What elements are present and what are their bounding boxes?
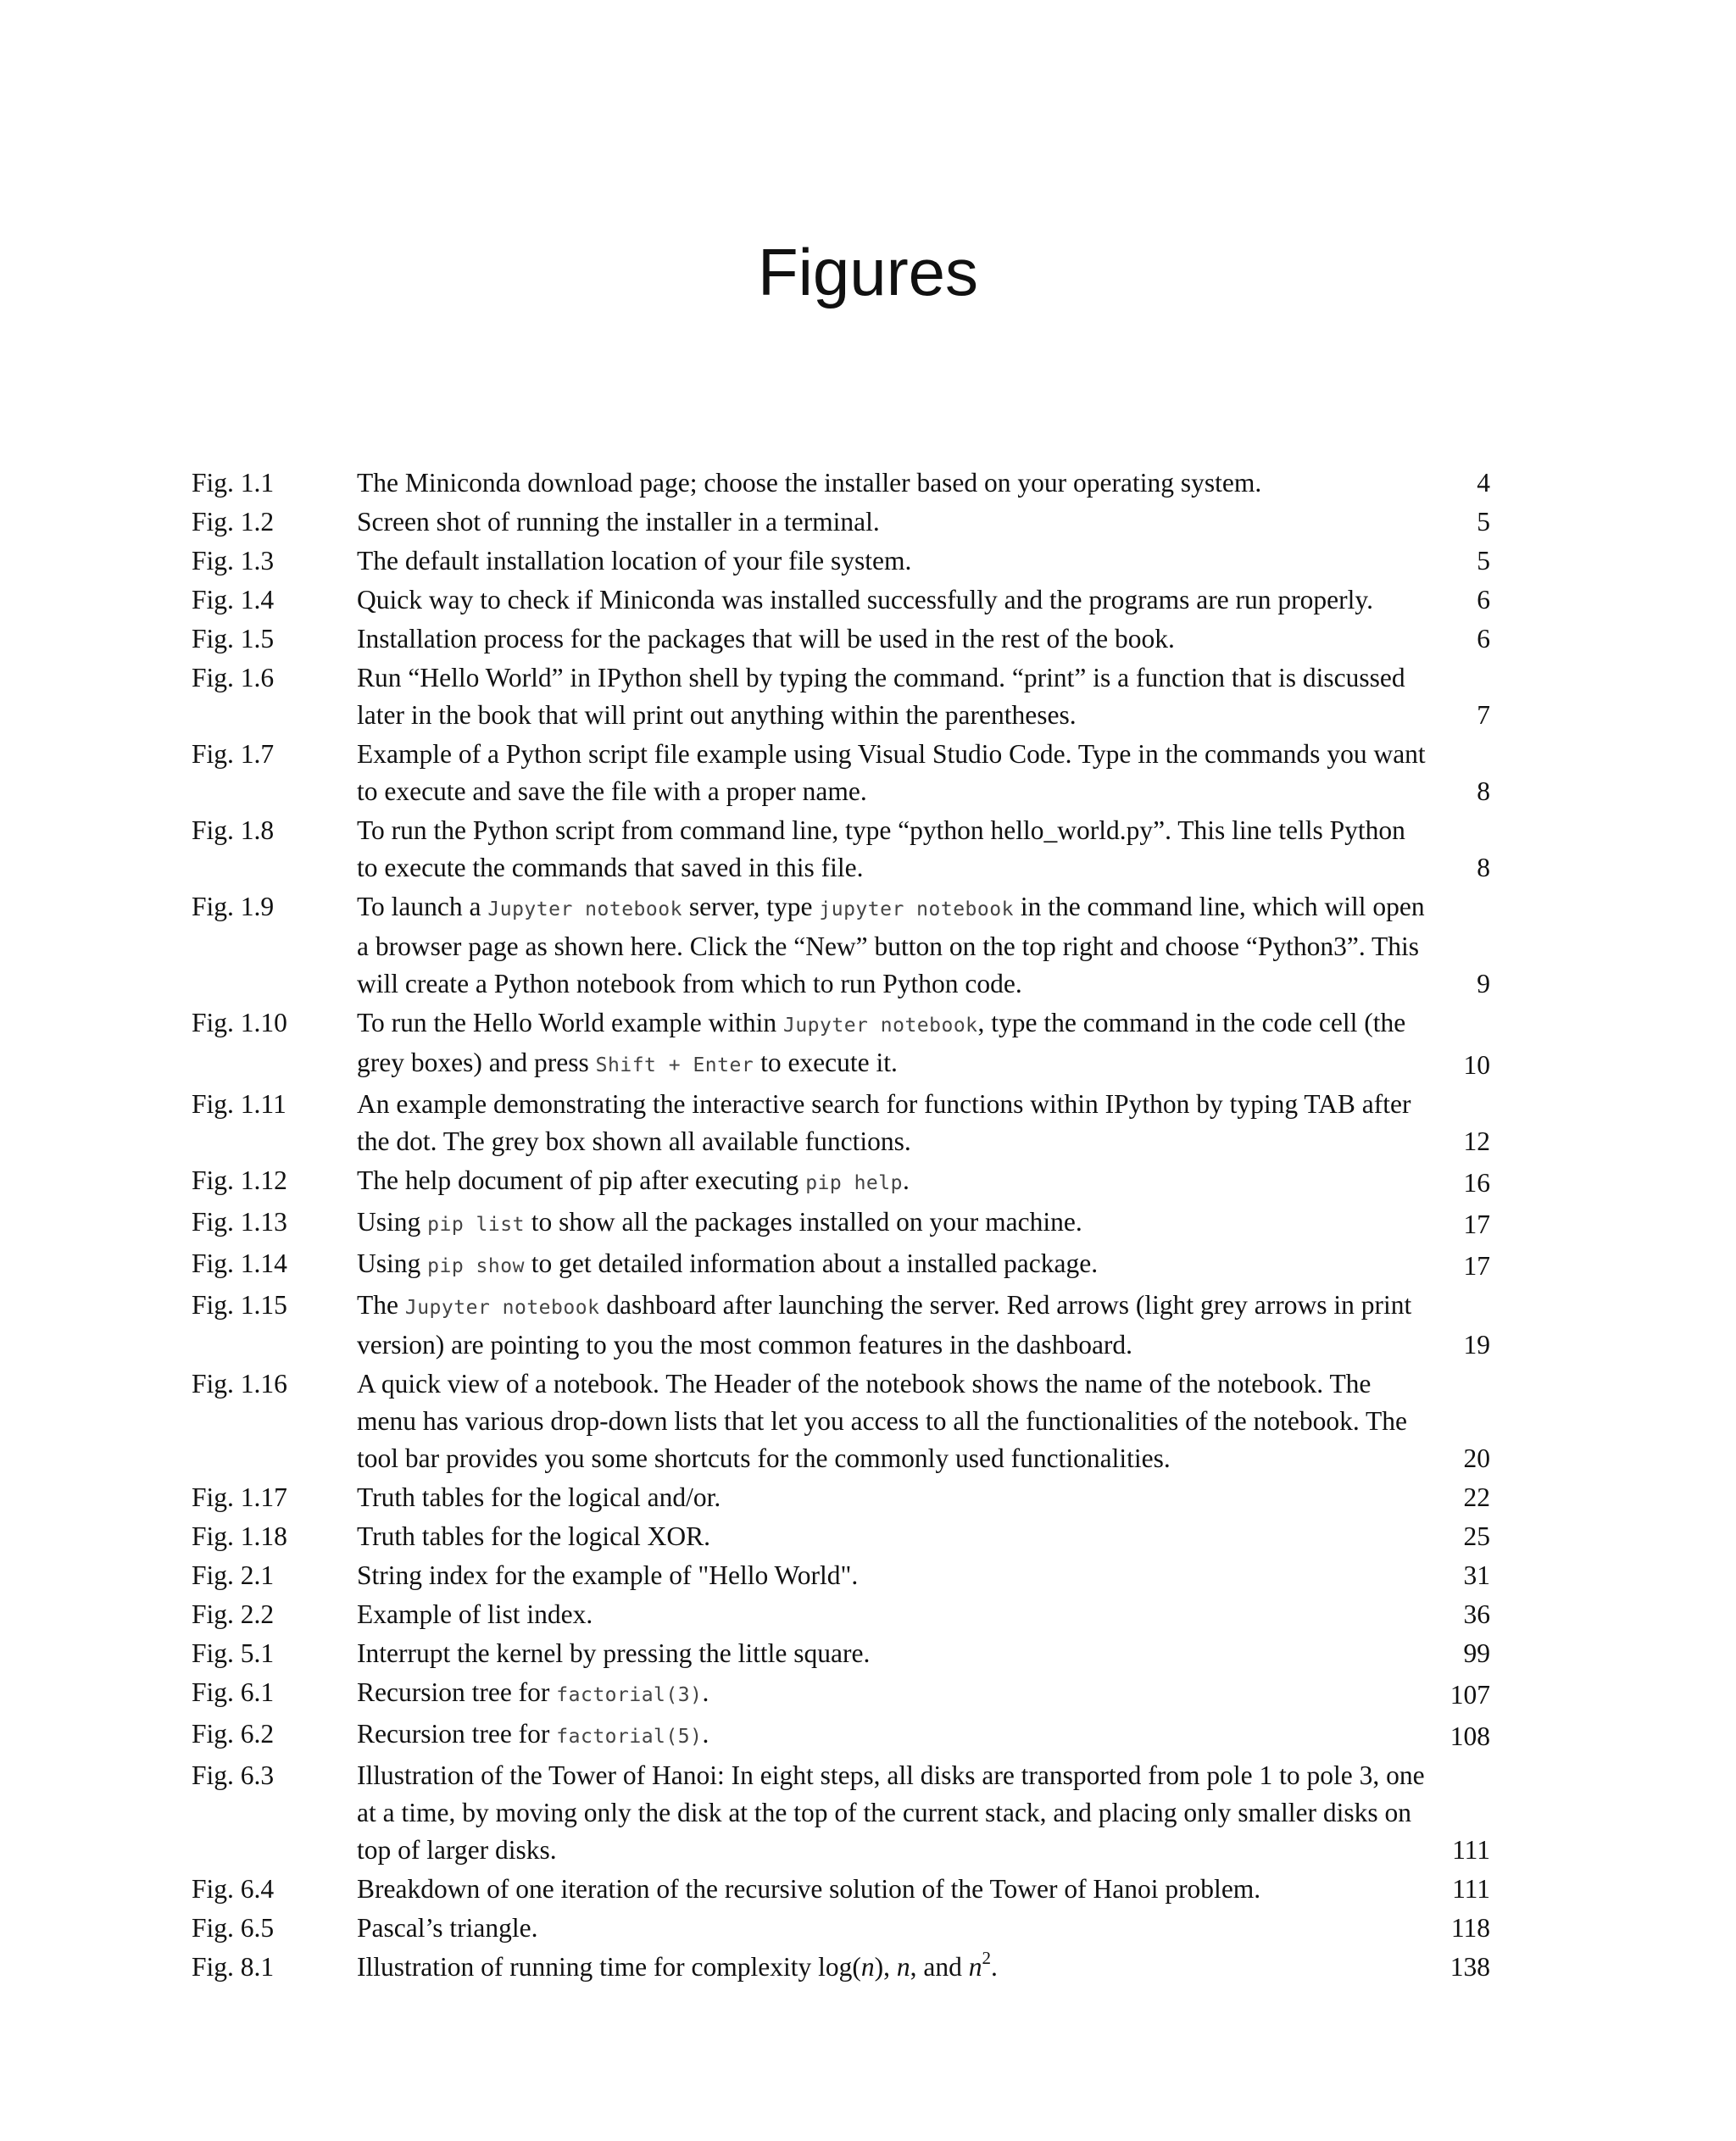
figure-number: Fig. 1.3 (192, 546, 275, 576)
figure-entry (0, 812, 1736, 888)
figure-entry (0, 1757, 1736, 1871)
figure-entry (0, 503, 1736, 542)
caption-text: Breakdown of one iteration of the recursive solution of the Tower of Hanoi problem. (357, 1874, 1261, 1904)
figure-number: Fig. 1.9 (192, 892, 275, 921)
figure-number: Fig. 1.15 (192, 1290, 287, 1320)
figure-caption (357, 888, 1432, 1003)
caption-text: ), (874, 1952, 897, 1982)
figure-number: Fig. 2.1 (192, 1560, 275, 1590)
figure-page-number: 9 (1477, 969, 1490, 998)
caption-text: The help document of pip after executing (357, 1165, 806, 1195)
figure-number: Fig. 6.3 (192, 1760, 275, 1790)
figure-caption (357, 1162, 1432, 1202)
caption-text: . (702, 1677, 709, 1707)
figure-caption (357, 1204, 1432, 1243)
figure-page-number: 108 (1449, 1721, 1490, 1751)
caption-text: Truth tables for the logical XOR. (357, 1521, 711, 1551)
figure-number: Fig. 2.2 (192, 1599, 275, 1629)
figure-caption (357, 464, 1432, 502)
caption-text: The (357, 1290, 405, 1320)
caption-text: The Miniconda download page; choose the installer based on your operating system. (357, 468, 1262, 498)
figure-caption (357, 1086, 1432, 1160)
figure-entry (0, 1557, 1736, 1596)
figure-number: Fig. 5.1 (192, 1638, 275, 1668)
figure-caption (357, 1004, 1432, 1084)
figure-number: Fig. 1.8 (192, 815, 275, 845)
figure-entry (0, 1086, 1736, 1162)
figure-entry (0, 581, 1736, 620)
figure-caption (357, 1479, 1432, 1516)
caption-text: Screen shot of running the installer in a terminal. (357, 507, 880, 537)
caption-text: Example of a Python script file example using Visual Studio Code. Type in the commands you want to execute and save the file with a proper name. (357, 739, 1426, 806)
figure-caption (357, 1365, 1432, 1477)
figure-number: Fig. 1.4 (192, 585, 275, 614)
figure-page-number: 17 (1463, 1210, 1490, 1239)
figure-entry (0, 464, 1736, 503)
figure-caption (357, 1674, 1432, 1714)
list-of-figures (0, 464, 1736, 1988)
page-title: Figures (757, 235, 979, 309)
figure-page-number: 5 (1477, 546, 1490, 576)
caption-text: , type the command in the code cell (the grey boxes) and press (357, 1008, 1406, 1077)
figure-entry (0, 659, 1736, 736)
figure-page-number: 36 (1463, 1599, 1490, 1629)
caption-text: An example demonstrating the interactive search for functions within IPython by typing TAB after the dot. The grey box shown all available functions. (357, 1089, 1411, 1156)
figure-page-number: 6 (1477, 585, 1490, 614)
figure-caption (357, 1245, 1432, 1285)
figure-page-number: 10 (1463, 1050, 1490, 1080)
figure-number: Fig. 6.5 (192, 1913, 275, 1943)
figure-caption (357, 503, 1432, 541)
figure-page-number: 4 (1477, 468, 1490, 498)
figure-page-number: 99 (1463, 1638, 1490, 1668)
figure-caption (357, 1518, 1432, 1555)
caption-text: to execute it. (754, 1048, 898, 1077)
caption-text: Illustration of running time for complexity log( (357, 1952, 861, 1982)
caption-text: server, type (682, 892, 820, 921)
caption-text: Installation process for the packages that will be used in the rest of the book. (357, 624, 1175, 653)
caption-text: Run “Hello World” in IPython shell by typing the command. “print” is a function that is discussed later in the book that will print out anything within the parentheses. (357, 663, 1405, 730)
figure-page-number: 19 (1463, 1330, 1490, 1360)
caption-text: dashboard after launching the server. Red arrows (light grey arrows in print version) are pointing to you the most common features in the dashboard. (357, 1290, 1412, 1360)
figure-page-number: 7 (1477, 700, 1490, 730)
figure-page-number: 31 (1463, 1560, 1490, 1590)
caption-text: n (968, 1952, 982, 1982)
figure-entry (0, 1596, 1736, 1635)
inline-code: Jupyter notebook (782, 1015, 978, 1037)
figure-entry (0, 1716, 1736, 1757)
figure-number: Fig. 1.12 (192, 1165, 287, 1195)
figure-page-number: 111 (1452, 1835, 1490, 1865)
figure-caption (357, 1596, 1432, 1633)
figure-number: Fig. 1.13 (192, 1207, 287, 1237)
figure-page-number: 111 (1452, 1874, 1490, 1904)
figure-number: Fig. 1.14 (192, 1248, 287, 1278)
figure-page-number: 16 (1463, 1168, 1490, 1198)
caption-text: . (991, 1952, 998, 1982)
figure-page-number: 6 (1477, 624, 1490, 653)
caption-text: Example of list index. (357, 1599, 593, 1629)
figure-entry (0, 1518, 1736, 1557)
figure-number: Fig. 8.1 (192, 1952, 275, 1982)
figure-caption (357, 1287, 1432, 1364)
figure-entry (0, 1162, 1736, 1204)
figure-caption (357, 581, 1432, 619)
figure-caption (357, 1757, 1432, 1869)
inline-code: factorial(5) (556, 1726, 703, 1748)
figure-number: Fig. 6.1 (192, 1677, 275, 1707)
figure-entry (0, 542, 1736, 581)
figure-entry (0, 736, 1736, 812)
caption-text: . (902, 1165, 910, 1195)
caption-text: A quick view of a notebook. The Header of the notebook shows the name of the notebook. The menu has various drop-down lists that let you access to all the functionalities of the notebook. The tool bar provides you some shortcuts for the commonly used functionalities. (357, 1369, 1408, 1473)
figure-page-number: 20 (1463, 1443, 1490, 1473)
figure-caption (357, 659, 1432, 734)
caption-text: The default installation location of your file system. (357, 546, 912, 576)
figure-number: Fig. 1.5 (192, 624, 275, 653)
figure-caption (357, 1949, 1432, 1986)
figure-page-number: 107 (1449, 1680, 1490, 1710)
figure-entry (0, 1204, 1736, 1245)
caption-text: 2 (982, 1948, 991, 1968)
inline-code: pip list (427, 1214, 525, 1236)
figure-caption (357, 736, 1432, 810)
caption-text: . (702, 1719, 709, 1749)
caption-text: to show all the packages installed on your machine. (524, 1207, 1082, 1237)
figure-entry (0, 1287, 1736, 1365)
inline-code: pip help (805, 1172, 903, 1194)
figure-caption (357, 542, 1432, 580)
inline-code: pip show (427, 1255, 525, 1277)
figure-entry (0, 620, 1736, 659)
figure-number: Fig. 1.17 (192, 1482, 287, 1512)
figure-caption (357, 1635, 1432, 1672)
caption-text: Recursion tree for (357, 1677, 557, 1707)
figure-number: Fig. 1.2 (192, 507, 275, 537)
figure-page-number: 5 (1477, 507, 1490, 537)
figure-entry (0, 1949, 1736, 1988)
caption-text: Truth tables for the logical and/or. (357, 1482, 721, 1512)
figure-caption (357, 1910, 1432, 1947)
figure-page-number: 12 (1463, 1126, 1490, 1156)
caption-text: Using (357, 1207, 428, 1237)
inline-code: Jupyter notebook (487, 898, 682, 920)
inline-code: jupyter notebook (819, 898, 1014, 920)
figure-number: Fig. 1.16 (192, 1369, 287, 1399)
caption-text: To run the Python script from command line, type “python hello_world.py”. This line tells Python to execute the commands that saved in this file. (357, 815, 1405, 882)
figure-page-number: 22 (1463, 1482, 1490, 1512)
caption-text: To run the Hello World example within (357, 1008, 783, 1037)
figure-number: Fig. 1.10 (192, 1008, 287, 1037)
figure-page-number: 8 (1477, 853, 1490, 882)
figure-number: Fig. 1.18 (192, 1521, 287, 1551)
caption-text: n (860, 1952, 875, 1982)
figure-entry (0, 1479, 1736, 1518)
caption-text: Interrupt the kernel by pressing the little square. (357, 1638, 871, 1668)
figure-page-number: 25 (1463, 1521, 1490, 1551)
inline-code: factorial(3) (556, 1684, 703, 1706)
figure-page-number: 8 (1477, 776, 1490, 806)
figure-entry (0, 1635, 1736, 1674)
inline-code: Jupyter notebook (404, 1297, 600, 1319)
figure-caption (357, 1871, 1432, 1908)
figure-number: Fig. 1.7 (192, 739, 275, 769)
figure-number: Fig. 6.2 (192, 1719, 275, 1749)
caption-text: n (896, 1952, 910, 1982)
caption-text: Using (357, 1248, 428, 1278)
caption-text: To launch a (357, 892, 488, 921)
caption-text: Recursion tree for (357, 1719, 557, 1749)
caption-text: to get detailed information about a installed package. (524, 1248, 1099, 1278)
caption-text: in the command line, which will open a browser page as shown here. Click the “New” button on the top right and choose “Python3”. This will create a Python notebook from which to run Python code. (357, 892, 1425, 998)
figure-entry (0, 1871, 1736, 1910)
caption-text: Illustration of the Tower of Hanoi: In eight steps, all disks are transported from pole 1 to pole 3, one at a time, by moving only the disk at the top of the current stack, and placing only smaller disks on top of larger disks. (357, 1760, 1425, 1865)
figure-entry (0, 1910, 1736, 1949)
caption-text: , and (910, 1952, 969, 1982)
figure-caption (357, 1557, 1432, 1594)
caption-text: Pascal’s triangle. (357, 1913, 538, 1943)
figure-page-number: 17 (1463, 1251, 1490, 1281)
inline-code: Shift + Enter (595, 1054, 754, 1076)
figure-page-number: 118 (1450, 1913, 1490, 1943)
figure-caption (357, 1716, 1432, 1755)
figure-number: Fig. 1.1 (192, 468, 275, 498)
figure-caption (357, 812, 1432, 887)
figure-page-number: 138 (1449, 1952, 1490, 1982)
figure-entry (0, 1245, 1736, 1287)
figure-number: Fig. 1.6 (192, 663, 275, 692)
figure-entry (0, 1674, 1736, 1716)
figure-caption (357, 620, 1432, 658)
figure-entry (0, 1004, 1736, 1086)
caption-text: String index for the example of "Hello World". (357, 1560, 859, 1590)
figure-entry (0, 888, 1736, 1004)
caption-text: Quick way to check if Miniconda was installed successfully and the programs are run properly. (357, 585, 1373, 614)
figure-number: Fig. 1.11 (192, 1089, 287, 1119)
figure-number: Fig. 6.4 (192, 1874, 275, 1904)
figure-entry (0, 1365, 1736, 1479)
